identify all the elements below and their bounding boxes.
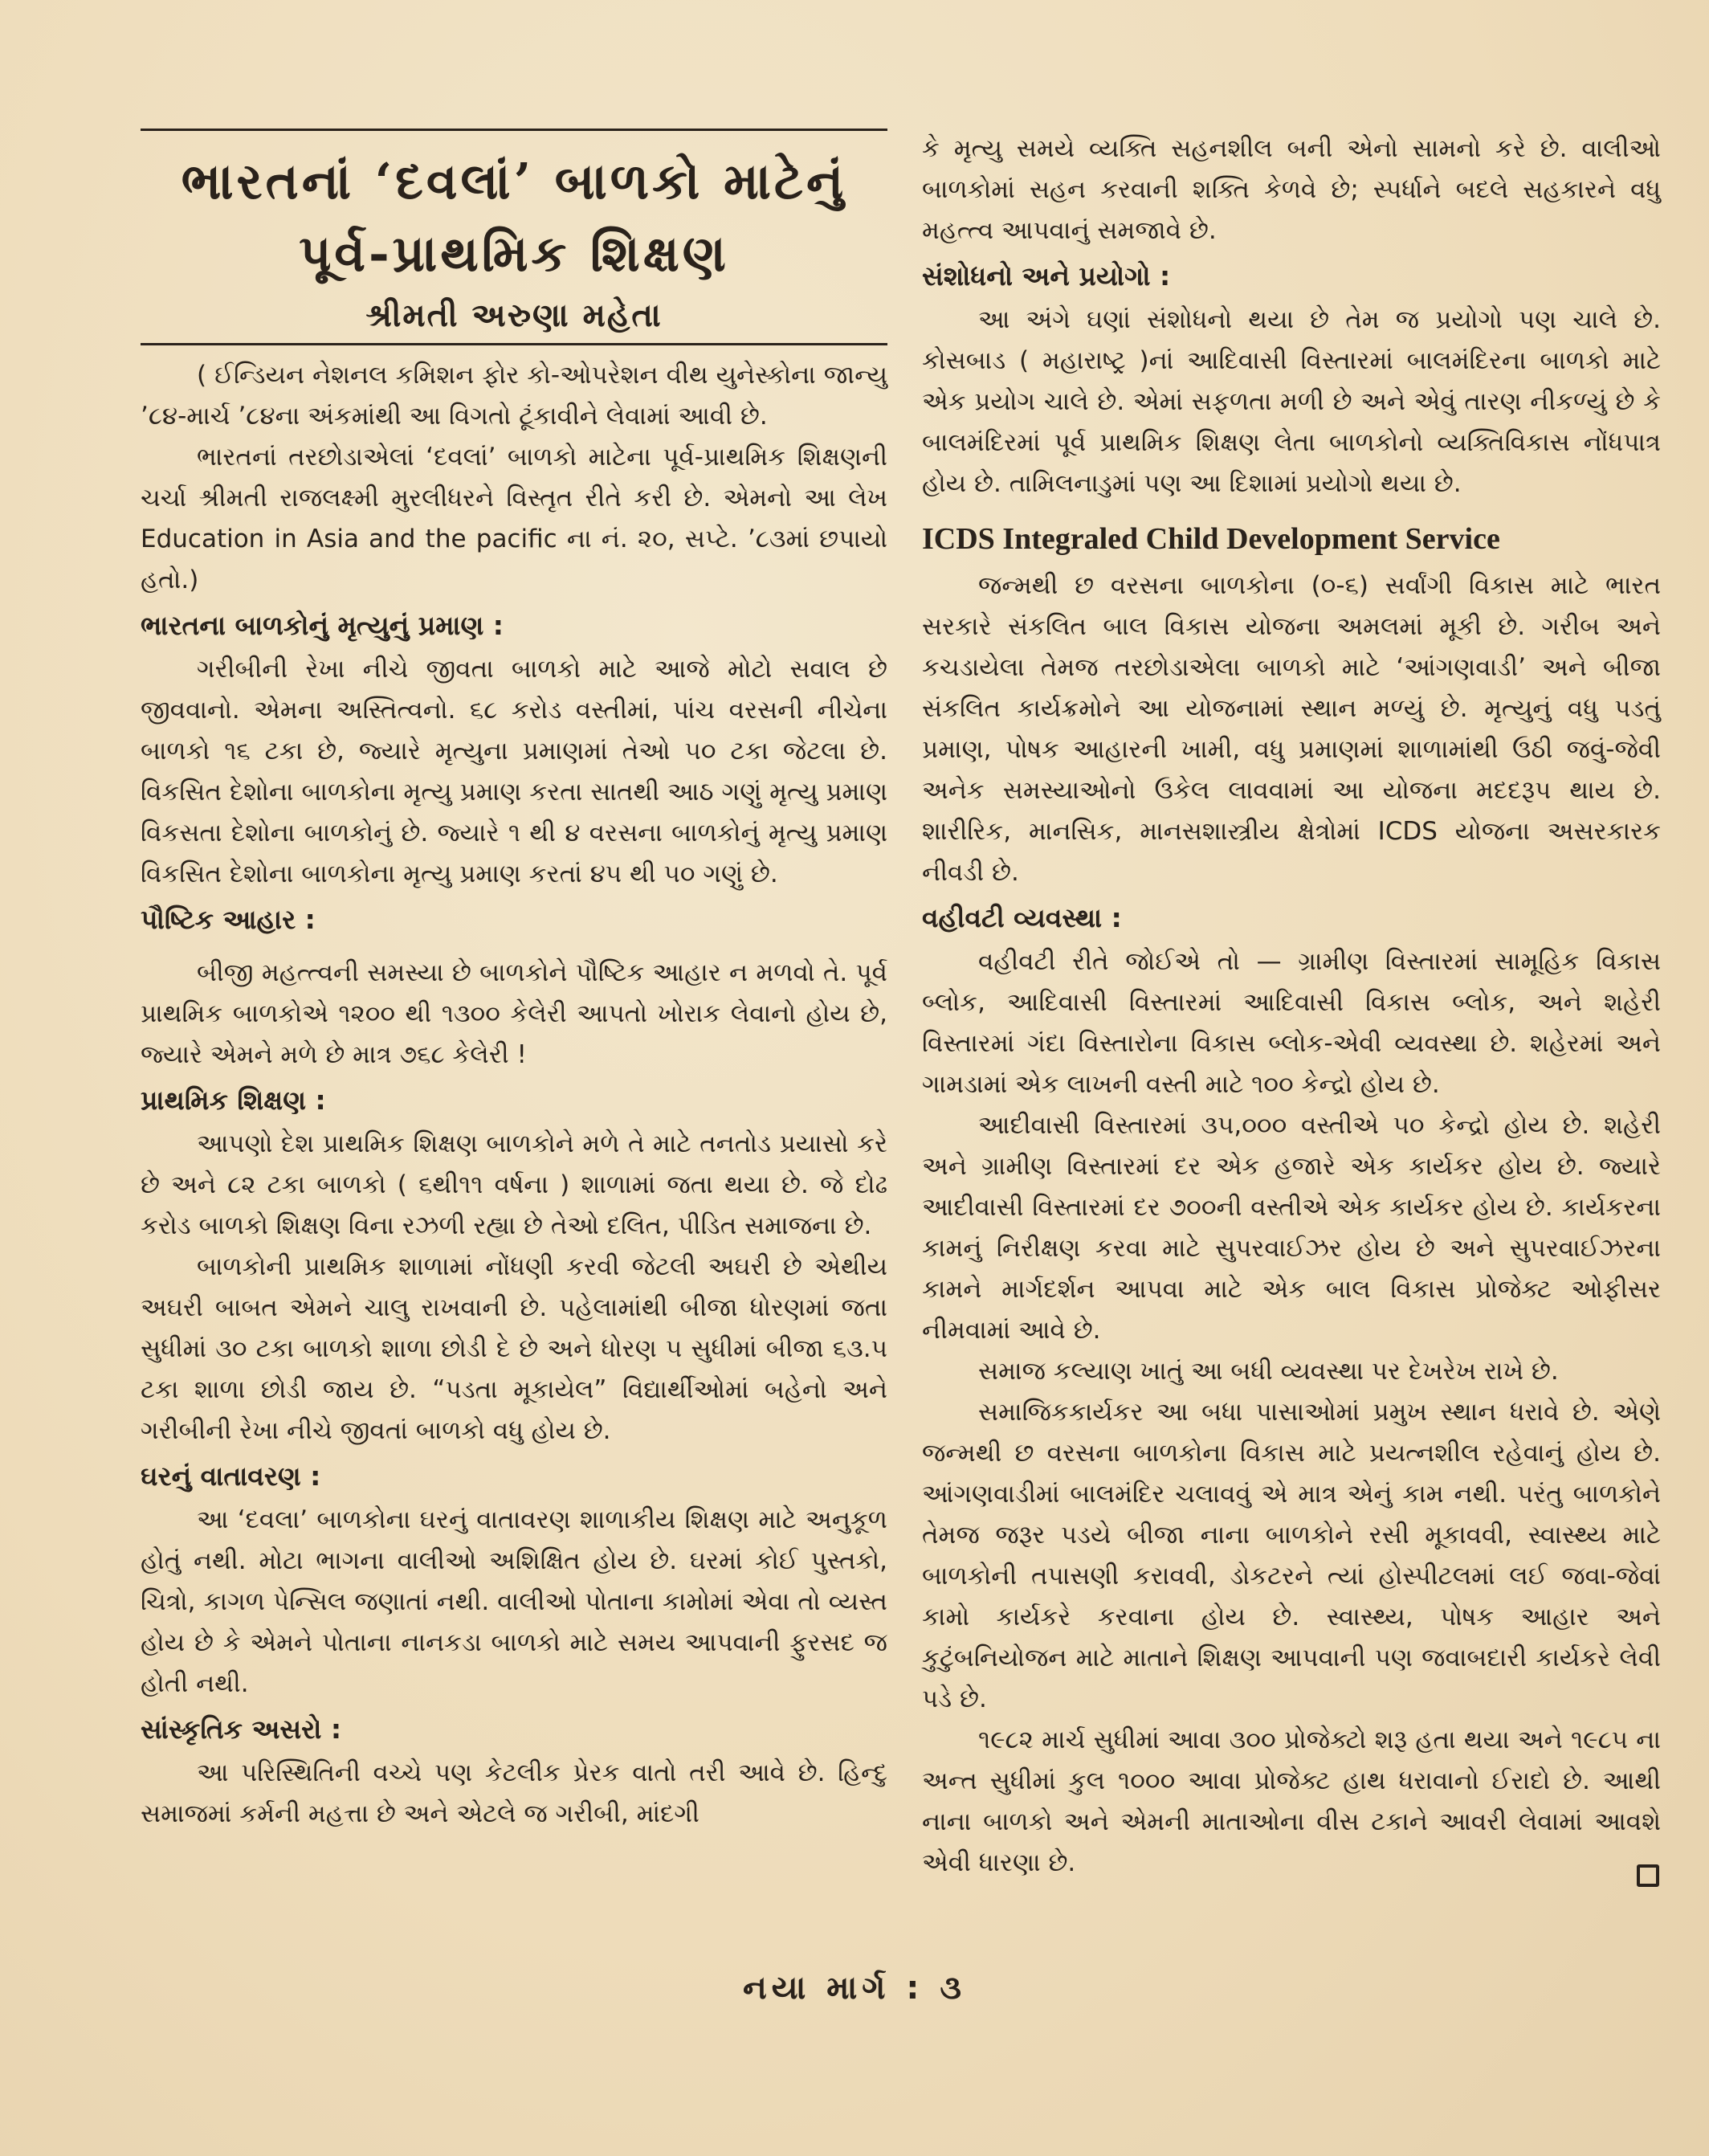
article-title-line-1: ભારતનાં ‘દવલાં’ બાળકો માટેનું [181, 152, 847, 210]
intro-paragraph-1: ( ઈન્ડિયન નેશનલ કમિશન ફોર કો-ઓપરેશન વીથ યુનેસ્કોના જાન્યુ ’૮૪-માર્ચ ’૮૪ના અંકમાંથી આ વિગતો ટૂંકાવીને લેવામાં આવી છે. [141, 361, 887, 431]
paragraph-home-environment: આ ‘દવલા’ બાળકોના ઘરનું વાતાવરણ શાળાકીય શિક્ષણ માટે અનુકૂળ હોતું નથી. મોટા ભાગના વાલીઓ અશિક્ષિત હોય છે. ઘરમાં કોઈ પુસ્તકો, ચિત્રો, કાગળ પેન્સિલ જણાતાં નથી. વાલીઓ પોતાના કામોમાં એવા તો વ્યસ્ત હોય છે કે એમને પોતાના નાનકડા બાળકો માટે સમય આપવાની ફુરસદ જ હોતી નથી. [141, 1505, 887, 1698]
right-column [922, 129, 1661, 1884]
paragraph-research: આ અંગે ઘણાં સંશોધનો થયા છે તેમ જ પ્રયોગો પણ ચાલે છે. કોસબાડ ( મહારાષ્ટ્ર )નાં આદિવાસી વિસ્તારમાં બાલમંદિરના બાળકો માટે એક પ્રયોગ ચાલે છે. એમાં સફળતા મળી છે અને એવું તારણ નીકળ્યું છે કે બાલમંદિરમાં પૂર્વ પ્રાથમિક શિક્ષણ લેતા બાળકોનો વ્યક્તિવિકાસ નોંધપાત્ર હોય છે. તામિલનાડુમાં પણ આ દિશામાં પ્રયોગો થયા છે. [922, 305, 1661, 498]
heading-administration: વહીવટી વ્યવસ્થા : [922, 902, 1122, 933]
paragraph-administration-4: સમાજિકકાર્યકર આ બધા પાસાઓમાં પ્રમુખ સ્થાન ધરાવે છે. એણે જન્મથી છ વરસના બાળકોના વિકાસ માટે પ્રયત્નશીલ રહેવાનું હોય છે. આંગણવાડીમાં બાલમંદિર ચલાવવું એ માત્ર એનું કામ નથી. પરંતુ બાળકોને તેમજ જરૂર પડયે બીજા નાના બાળકોને રસી મૂકાવવી, સ્વાસ્થ્ય માટે બાળકોની તપાસણી કરાવવી, ડોકટરને ત્યાં હોસ્પીટલમાં લઈ જવા-જેવાં કામો કાર્યકરે કરવાના હોય છે. સ્વાસ્થ્ય, પોષક આહાર અને કુટુંબનિયોજન માટે માતાને શિક્ષણ આપવાની પણ જવાબદારી કાર્યકરે લેવી પડે છે. [922, 1398, 1661, 1713]
heading-home-environment: ઘરનું વાતાવરણ : [141, 1460, 321, 1492]
paragraph-primary-2: બાળકોની પ્રાથમિક શાળામાં નોંધણી કરવી જેટલી અઘરી છે એથીય અઘરી બાબત એમને ચાલુ રાખવાની છે. પહેલામાંથી બીજા ધોરણમાં જતા સુધીમાં ૩૦ ટકા બાળકો શાળા છોડી દે છે અને ધોરણ ૫ સુધીમાં બીજા ૬૩.૫ ટકા શાળા છોડી જાય છે. “પડતા મૂકાયેલ” વિદ્યાર્થીઓમાં બહેનો અને ગરીબીની રેખા નીચે જીવતાં બાળકો વધુ હોય છે. [141, 1252, 887, 1445]
paragraph-cultural-continued: કે મૃત્યુ સમયે વ્યક્તિ સહનશીલ બની એનો સામનો કરે છે. વાલીઓ બાળકોમાં સહન કરવાની શક્તિ કેળવે છે; સ્પર્ધાને બદલે સહકારને વધુ મહત્ત્વ આપવાનું સમજાવે છે. [922, 134, 1661, 245]
intro-paragraph-2: ભારતનાં તરછોડાએલાં ‘દવલાં’ બાળકો માટેના પૂર્વ-પ્રાથમિક શિક્ષણની ચર્ચા શ્રીમતી રાજલક્ષ્મી મુરલીધરને વિસ્તૃત રીતે કરી છે. એમનો આ લેખ Education in Asia and the pacific ના નં. ૨૦, સપ્ટે. ’૮૩માં છપાયો હતો.) [141, 443, 887, 594]
paragraph-mortality: ગરીબીની રેખા નીચે જીવતા બાળકો માટે આજે મોટો સવાલ છે જીવવાનો. એમના અસ્તિત્વનો. ૬૮ કરોડ વસ્તીમાં, પાંચ વરસની નીચેના બાળકો ૧૬ ટકા છે, જ્યારે મૃત્યુના પ્રમાણમાં તેઓ ૫૦ ટકા જેટલા છે. વિકસિત દેશોના બાળકોના મૃત્યુ પ્રમાણ કરતા સાતથી આઠ ગણું મૃત્યુ પ્રમાણ વિકસતા દેશોના બાળકોનું છે. જ્યારે ૧ થી ૪ વરસના બાળકોનું મૃત્યુ પ્રમાણ વિકસિત દેશોના બાળકોના મૃત્યુ પ્રમાણ કરતાં ૪૫ થી ૫૦ ગણું છે. [141, 655, 887, 888]
heading-icds: ICDS Integraled Child Development Service [922, 522, 1500, 556]
paragraph-administration-5-text: ૧૯૮૨ માર્ચ સુધીમાં આવા ૩૦૦ પ્રોજેક્ટો શરૂ હતા થયા અને ૧૯૮૫ ના અન્ત સુધીમાં કુલ ૧૦૦૦ આવા પ્રોજેક્ટ હાથ ધરાવાનો ઈરાદો છે. આથી નાના બાળકો અને એમની માતાઓના વીસ ટકાને આવરી લેવામાં આવશે એવી ધારણા છે. [922, 1725, 1661, 1877]
page-footer: નયા માર્ગ : ૩ [742, 1970, 966, 2007]
end-of-article-box-icon [1637, 1864, 1659, 1887]
article-header [141, 129, 887, 345]
heading-primary-education: પ્રાથમિક શિક્ષણ : [141, 1084, 326, 1116]
left-column [141, 129, 887, 1835]
heading-nutrition: પૌષ્ટિક આહાર : [141, 904, 316, 935]
heading-research: સંશોધનો અને પ્રયોગો : [922, 260, 1171, 292]
heading-mortality: ભારતના બાળકોનું મૃત્યુનું પ્રમાણ : [141, 610, 504, 641]
heading-cultural-effects: સાંસ્કૃતિક અસરો : [141, 1713, 342, 1745]
paragraph-administration-5 [922, 1720, 1661, 1884]
paragraph-primary-1: આપણો દેશ પ્રાથમિક શિક્ષણ બાળકોને મળે તે માટે તનતોડ પ્રયાસો કરે છે અને ૮૨ ટકા બાળકો ( ૬થી૧૧ વર્ષના ) શાળામાં જતા થયા છે. જે દોઢ કરોડ બાળકો શિક્ષણ વિના રઝળી રહ્યા છે તેઓ દલિત, પીડિત સમાજના છે. [141, 1129, 887, 1240]
paragraph-administration-1: વહીવટી રીતે જોઈએ તો — ગ્રામીણ વિસ્તારમાં સામૂહિક વિકાસ બ્લોક, આદિવાસી વિસ્તારમાં આદિવાસી વિકાસ બ્લોક, અને શહેરી વિસ્તારમાં ગંદા વિસ્તારોના વિકાસ બ્લોક-એવી વ્યવસ્થા છે. શહેરમાં અને ગામડામાં એક લાખની વસ્તી માટે ૧૦૦ કેન્દ્રો હોય છે. [922, 947, 1661, 1099]
paragraph-icds: જન્મથી છ વરસના બાળકોના (૦-૬) સર્વાંગી વિકાસ માટે ભારત સરકારે સંકલિત બાલ વિકાસ યોજના અમલમાં મૂકી છે. ગરીબ અને કચડાયેલા તેમજ તરછોડાએલા બાળકો માટે ‘આંગણવાડી’ અને બીજા સંકલિત કાર્યક્રમોને આ યોજનામાં સ્થાન મળ્યું છે. મૃત્યુનું વધુ પડતું પ્રમાણ, પોષક આહારની ખામી, વધુ પ્રમાણમાં શાળામાંથી ઉઠી જવું-જેવી અનેક સમસ્યાઓનો ઉકેલ લાવવામાં આ યોજના મદદરૂપ થાય છે. શારીરિક, માનસિક, માનસશાસ્ત્રીય ક્ષેત્રોમાં ICDS યોજના અસરકારક નીવડી છે. [922, 571, 1661, 887]
paragraph-administration-2: આદીવાસી વિસ્તારમાં ૩૫,૦૦૦ વસ્તીએ ૫૦ કેન્દ્રો હોય છે. શહેરી અને ગ્રામીણ વિસ્તારમાં દર એક હજારે એક કાર્યકર હોય છે. જ્યારે આદીવાસી વિસ્તારમાં દર ૭૦૦ની વસ્તીએ એક કાર્યકર હોય છે. કાર્યકરના કામનું નિરીક્ષણ કરવા માટે સુપરવાઈઝર હોય છે અને સુપરવાઈઝરના કામને માર્ગદર્શન આપવા માટે એક બાલ વિકાસ પ્રોજેક્ટ ઓફીસર નીમવામાં આવે છે. [922, 1111, 1661, 1345]
paragraph-cultural-effects: આ પરિસ્થિતિની વચ્ચે પણ કેટલીક પ્રેરક વાતો તરી આવે છે. હિન્દુ સમાજમાં કર્મની મહત્તા છે અને એટલે જ ગરીબી, માંદગી [141, 1758, 887, 1828]
paragraph-nutrition: બીજી મહત્ત્વની સમસ્યા છે બાળકોને પૌષ્ટિક આહાર ન મળવો તે. પૂર્વ પ્રાથમિક બાળકોએ ૧૨૦૦ થી ૧૩૦૦ કેલેરી આપતો ખોરાક લેવાનો હોય છે, જ્યારે એમને મળે છે માત્ર ૭૬૮ કેલેરી ! [141, 958, 887, 1069]
article-author: શ્રીમતી અરુણા મહેતા [365, 296, 663, 334]
paragraph-administration-3: સમાજ કલ્યાણ ખાતું આ બધી વ્યવસ્થા પર દેખરેખ રાખે છે. [978, 1357, 1559, 1386]
article-title-line-2: પૂર્વ-પ્રાથમિક શિક્ષણ [299, 224, 729, 283]
